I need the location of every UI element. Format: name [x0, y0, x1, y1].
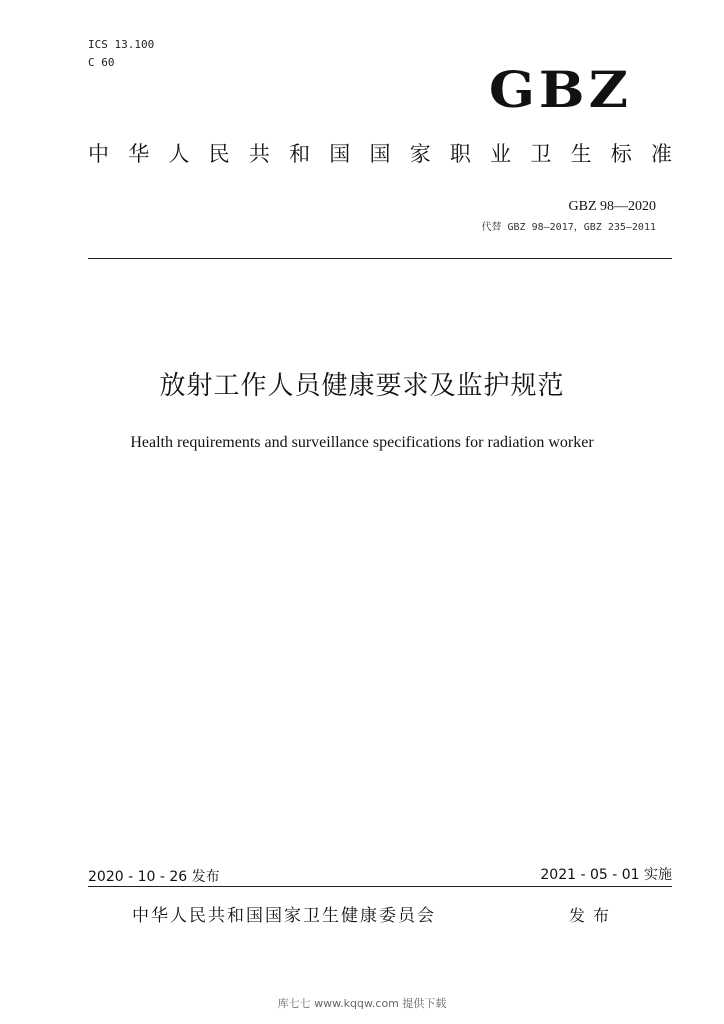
gbz-logo: GBZ: [488, 60, 632, 120]
ccs-code: C 60: [88, 56, 115, 69]
standard-number: GBZ 98—2020: [568, 199, 656, 214]
document-title-english: Health requirements and surveillance specifications for radiation worker: [130, 434, 594, 451]
document-title-chinese: 放射工作人员健康要求及监护规范: [159, 371, 565, 401]
issuing-organization: 中华人民共和国国家卫生健康委员会: [132, 906, 436, 926]
ics-code: ICS 13.100: [88, 38, 155, 51]
replaces-note: 代替 GBZ 98—2017，GBZ 235—2011: [481, 222, 656, 233]
footer-divider: [88, 886, 672, 887]
standard-category-title: 中华人民共和国国家职业卫生标准: [88, 142, 672, 166]
implementation-date: 2021 - 05 - 01 实施: [540, 867, 672, 883]
issue-date: 2020 - 10 - 26 发布: [88, 869, 220, 885]
download-source-note: 库七七 www.kqqw.com 提供下载: [277, 997, 447, 1010]
header-divider: [88, 258, 672, 259]
publish-label: 发布: [569, 906, 618, 925]
